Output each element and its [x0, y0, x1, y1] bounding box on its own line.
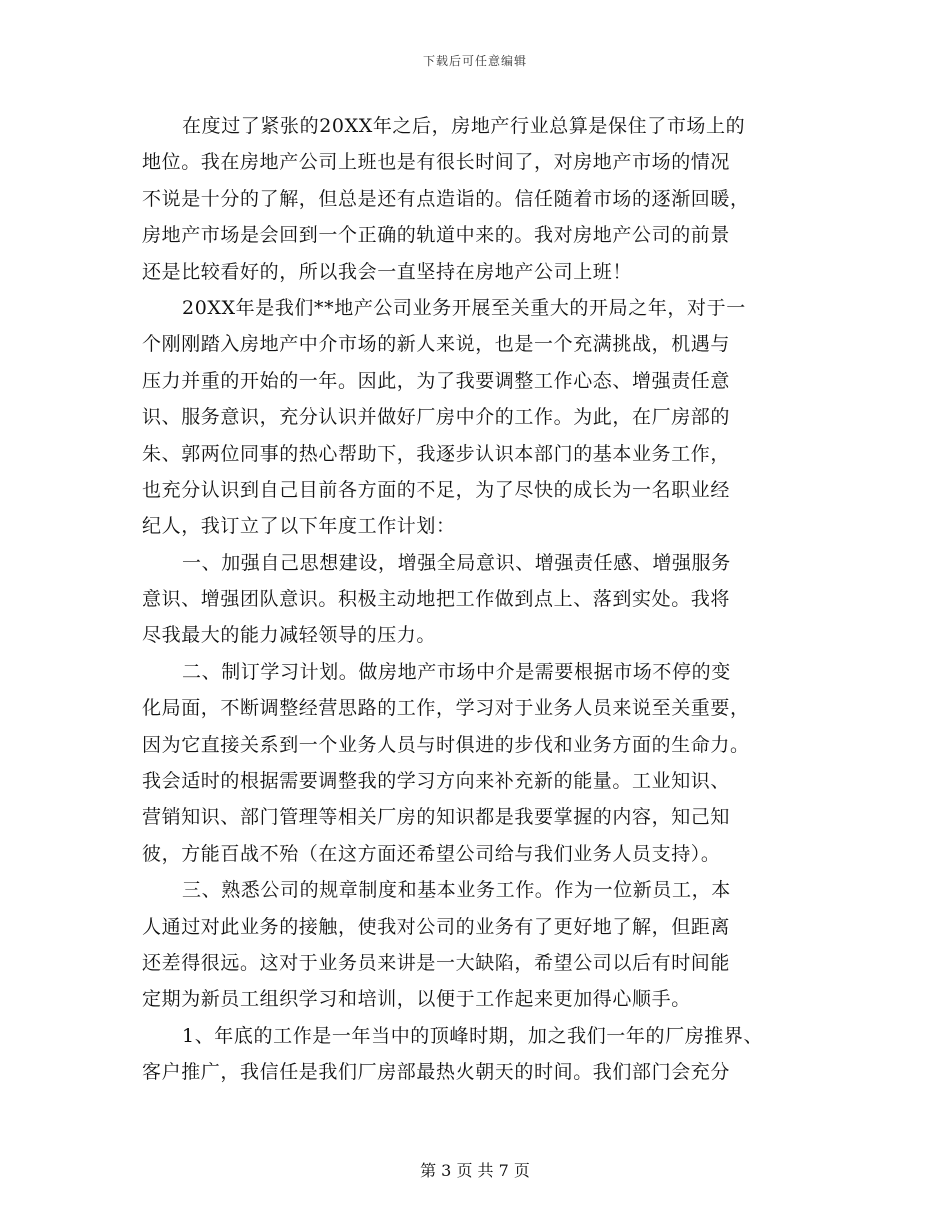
text-line: 个刚刚踏入房地产中介市场的新人来说，也是一个充满挑战，机遇与	[142, 333, 731, 356]
text-line: 朱、郭两位同事的热心帮助下，我逐步认识本部门的基本业务工作，	[142, 442, 731, 465]
text-line: 客户推广，我信任是我们厂房部最热火朝天的时间。我们部门会充分	[142, 1061, 731, 1084]
document-body	[142, 108, 822, 1091]
text-line: 地位。我在房地产公司上班也是有很长时间了，对房地产市场的情况	[142, 151, 731, 174]
text-line: 在度过了紧张的20XX年之后，房地产行业总算是保住了市场上的	[182, 115, 746, 137]
page-number-footer: 第 3 页 共 7 页	[420, 1161, 530, 1180]
text-line: 一、加强自己思想建设，增强全局意识、增强责任感、增强服务	[182, 551, 731, 574]
text-line: 1、年底的工作是一年当中的顶峰时期，加之我们一年的厂房推界、	[182, 1024, 764, 1047]
text-line: 不说是十分的了解，但总是还有点造诣的。信任随着市场的逐渐回暖，	[142, 187, 750, 210]
text-line: 三、熟悉公司的规章制度和基本业务工作。作为一位新员工，本	[182, 879, 731, 902]
text-line: 营销知识、部门管理等相关厂房的知识都是我要掌握的内容，知己知	[142, 806, 731, 829]
text-line: 定期为新员工组织学习和培训，以便于工作起来更加得心顺手。	[142, 988, 691, 1011]
text-line: 还是比较看好的，所以我会一直坚持在房地产公司上班！	[142, 260, 633, 283]
text-line: 纪人，我订立了以下年度工作计划：	[142, 515, 456, 538]
page-header-note: 下载后可任意编辑	[422, 54, 527, 68]
text-line: 化局面，不断调整经营思路的工作，学习对于业务人员来说至关重要，	[142, 697, 750, 720]
text-line: 人通过对此业务的接触，使我对公司的业务有了更好地了解，但距离	[142, 915, 731, 938]
text-line: 也充分认识到自己目前各方面的不足，为了尽快的成长为一名职业经	[142, 478, 731, 501]
text-line: 压力并重的开始的一年。因此，为了我要调整工作心态、增强责任意	[142, 369, 731, 392]
text-line: 意识、增强团队意识。积极主动地把工作做到点上、落到实处。我将	[142, 588, 731, 611]
text-line: 房地产市场是会回到一个正确的轨道中来的。我对房地产公司的前景	[142, 224, 731, 247]
text-line: 还差得很远。这对于业务员来讲是一大缺陷，希望公司以后有时间能	[142, 951, 731, 974]
text-line: 尽我最大的能力减轻领导的压力。	[142, 624, 437, 647]
text-line: 识、服务意识，充分认识并做好厂房中介的工作。为此，在厂房部的	[142, 406, 731, 429]
text-line: 我会适时的根据需要调整我的学习方向来补充新的能量。工业知识、	[142, 770, 731, 793]
text-line: 二、制订学习计划。做房地产市场中介是需要根据市场不停的变	[182, 660, 731, 683]
text-line: 20XX年是我们**地产公司业务开展至关重大的开局之年，对于一	[182, 296, 746, 319]
text-line: 因为它直接关系到一个业务人员与时俱进的步伐和业务方面的生命力。	[142, 733, 750, 756]
text-line: 彼，方能百战不殆（在这方面还希望公司给与我们业务人员支持）。	[142, 842, 721, 865]
